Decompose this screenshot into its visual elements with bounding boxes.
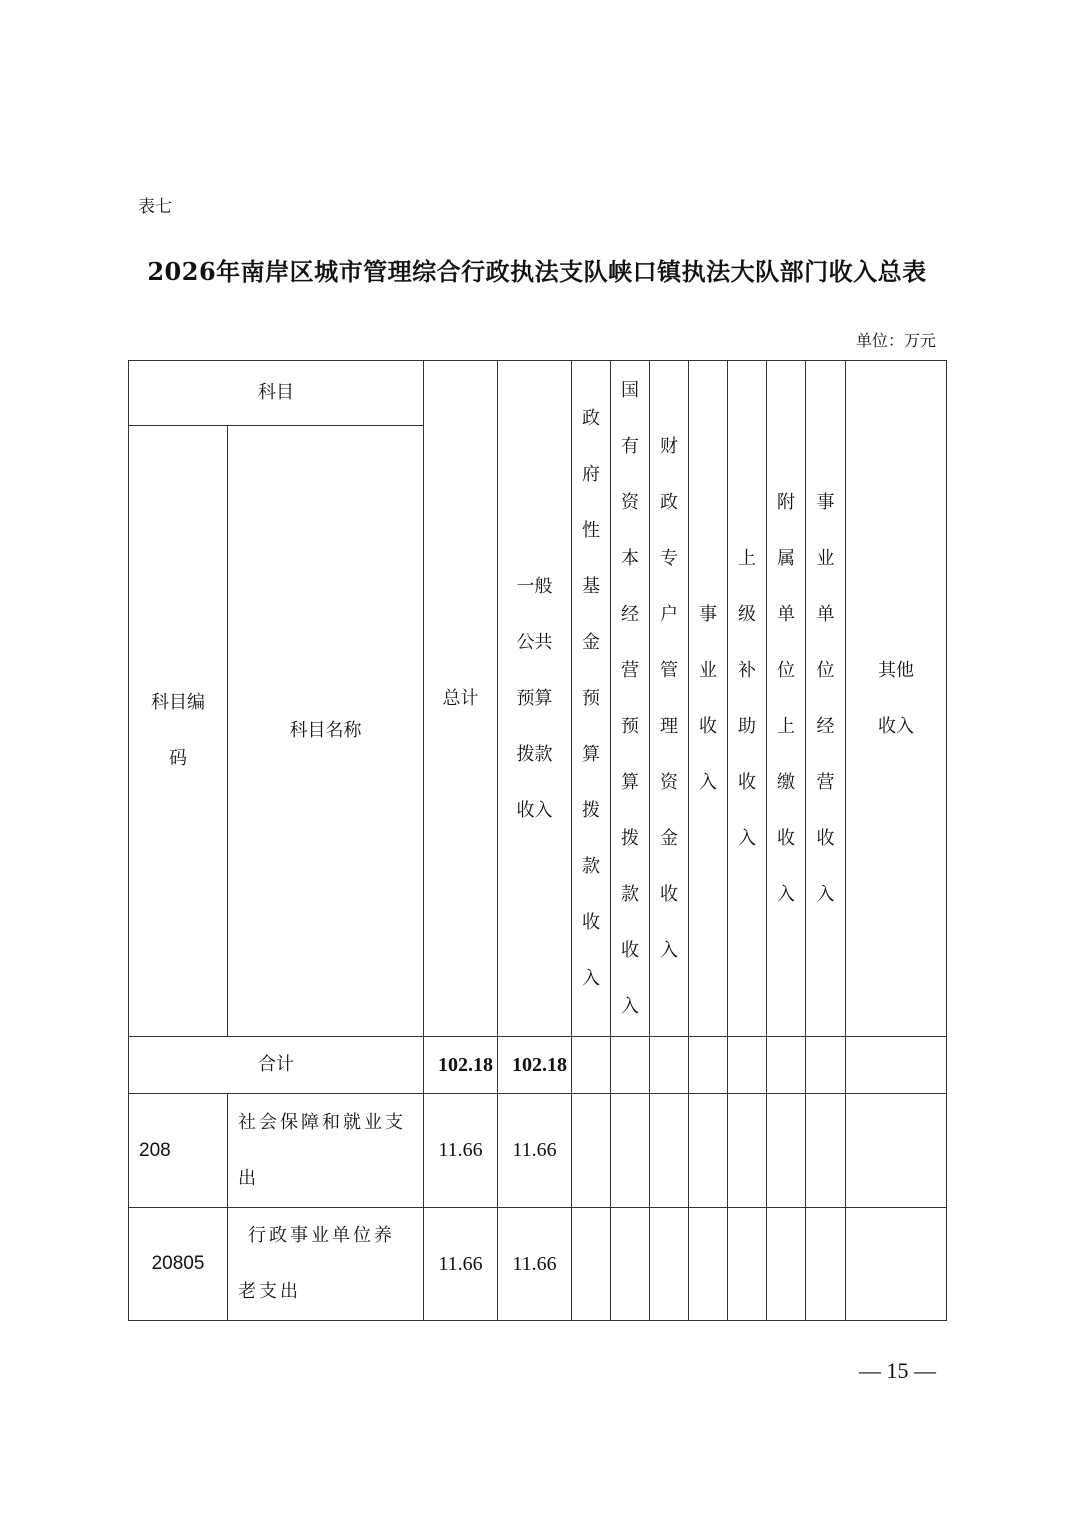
sum-label: 合计 [129,1037,424,1094]
sum-total: 102.18 [424,1037,498,1094]
header-general-budget: 一般公共预算拨款收入 [498,361,572,1037]
row-general-budget: 11.66 [498,1208,572,1321]
row-code: 20805 [129,1208,228,1321]
table-row-sum [129,1037,947,1094]
header-code: 科目编码 [129,426,228,1037]
header-state-capital: 国有资本经营预算拨款收入 [611,361,650,1037]
row-total: 11.66 [424,1208,498,1321]
header-name: 科目名称 [228,426,424,1037]
row-code: 208 [129,1094,228,1208]
table-row [129,1094,947,1208]
table-label: 表七 [138,197,172,217]
page-number: — 15 — [859,1358,936,1383]
table-row [129,1208,947,1321]
header-special-fund: 财政专户管理资金收入 [650,361,689,1037]
header-other: 其他收入 [846,361,947,1037]
header-business: 事业收入 [689,361,728,1037]
header-total: 总计 [424,361,498,1037]
row-name: 社会保障和就业支出 [228,1094,424,1208]
row-name: 行政事业单位养老支出 [228,1208,424,1321]
header-subject: 科目 [129,361,424,426]
row-total: 11.66 [424,1094,498,1208]
sum-general-budget: 102.18 [498,1037,572,1094]
header-operating: 事业单位经营收入 [806,361,846,1037]
unit-label: 单位：万元 [855,331,936,350]
header-affiliated: 附属单位上缴收入 [767,361,806,1037]
header-superior-subsidy: 上级补助收入 [728,361,767,1037]
header-gov-fund: 政府性基金预算拨款收入 [572,361,611,1037]
row-general-budget: 11.66 [498,1094,572,1208]
page-title: 2026年南岸区城市管理综合行政执法支队峡口镇执法大队部门收入总表 [147,257,927,286]
income-summary-table [128,360,947,1321]
